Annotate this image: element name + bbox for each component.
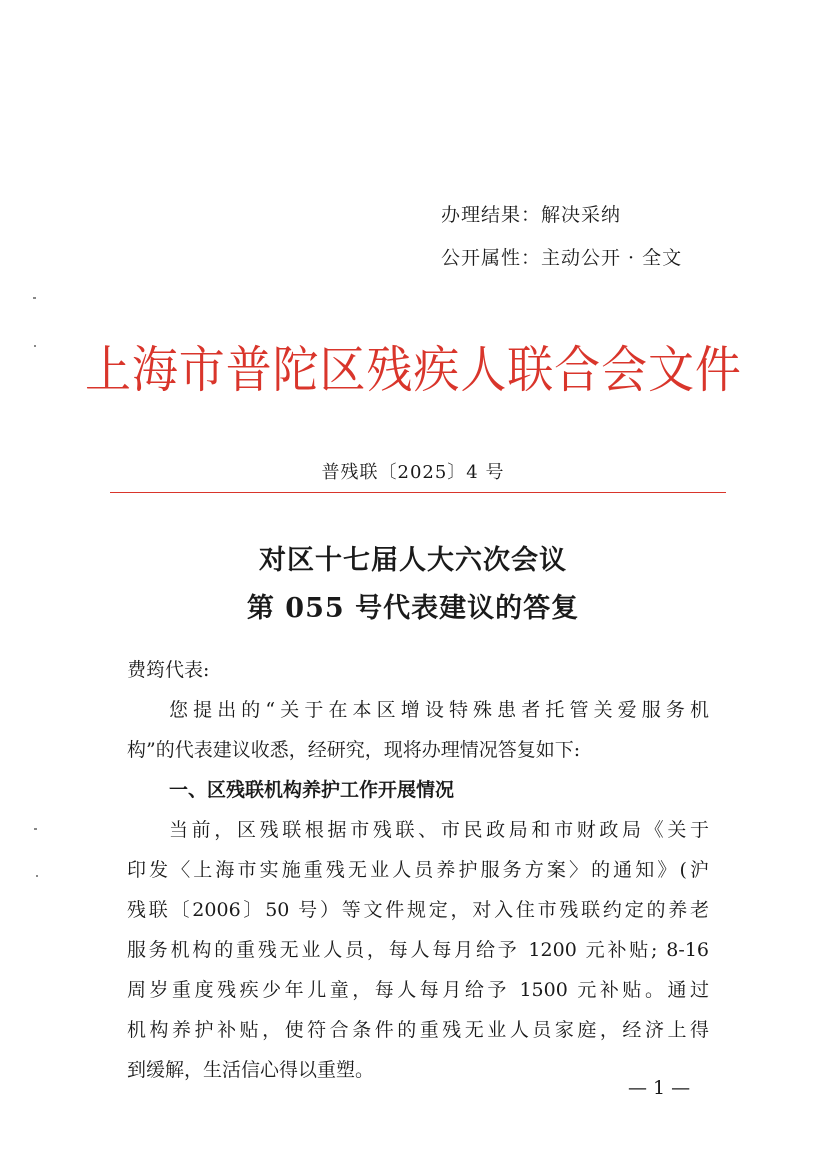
paragraph-2-line-7: 到缓解，生活信心得以重塑。 — [127, 1059, 375, 1081]
scan-speck — [34, 345, 36, 347]
salutation: 费筠代表: — [127, 659, 210, 681]
paragraph-2-line-4: 服务机构的重残无业人员，每人每月给予 1200 元补贴; 8-16 — [127, 939, 709, 961]
document-title-line-1: 对区十七届人大六次会议 — [259, 545, 567, 576]
red-divider — [110, 492, 726, 493]
scan-speck — [33, 297, 36, 299]
paragraph-1-line-1: 您提出的“关于在本区增设特殊患者托管关爱服务机 — [169, 699, 709, 721]
section-1-heading: 一、区残联机构养护工作开展情况 — [169, 779, 455, 801]
issuing-org-title: 上海市普陀区残疾人联合会文件 — [84, 341, 742, 399]
document-title-line-2: 第 055 号代表建议的答复 — [246, 593, 580, 624]
paragraph-2-line-3: 残联〔2006〕50 号）等文件规定，对入住市残联约定的养老 — [127, 899, 709, 921]
scan-speck — [36, 875, 38, 877]
paragraph-1-line-2: 构”的代表建议收悉，经研究，现将办理情况答复如下: — [127, 739, 581, 761]
document-number: 普残联〔2025〕4 号 — [321, 462, 505, 483]
paragraph-2-line-1: 当前，区残联根据市残联、市民政局和市财政局《关于 — [169, 819, 709, 841]
paragraph-2-line-5: 周岁重度残疾少年儿童，每人每月给予 1500 元补贴。通过 — [127, 979, 709, 1001]
scan-speck — [34, 828, 37, 830]
paragraph-2-line-2: 印发〈上海市实施重残无业人员养护服务方案〉的通知》(沪 — [127, 859, 709, 881]
handling-result: 办理结果：解决采纳 — [441, 204, 622, 226]
document-body — [127, 650, 709, 1090]
page-number: — 1 — — [628, 1077, 691, 1099]
disclosure-attribute: 公开属性：主动公开 · 全文 — [441, 247, 683, 269]
paragraph-2-line-6: 机构养护补贴，使符合条件的重残无业人员家庭，经济上得 — [127, 1019, 709, 1041]
